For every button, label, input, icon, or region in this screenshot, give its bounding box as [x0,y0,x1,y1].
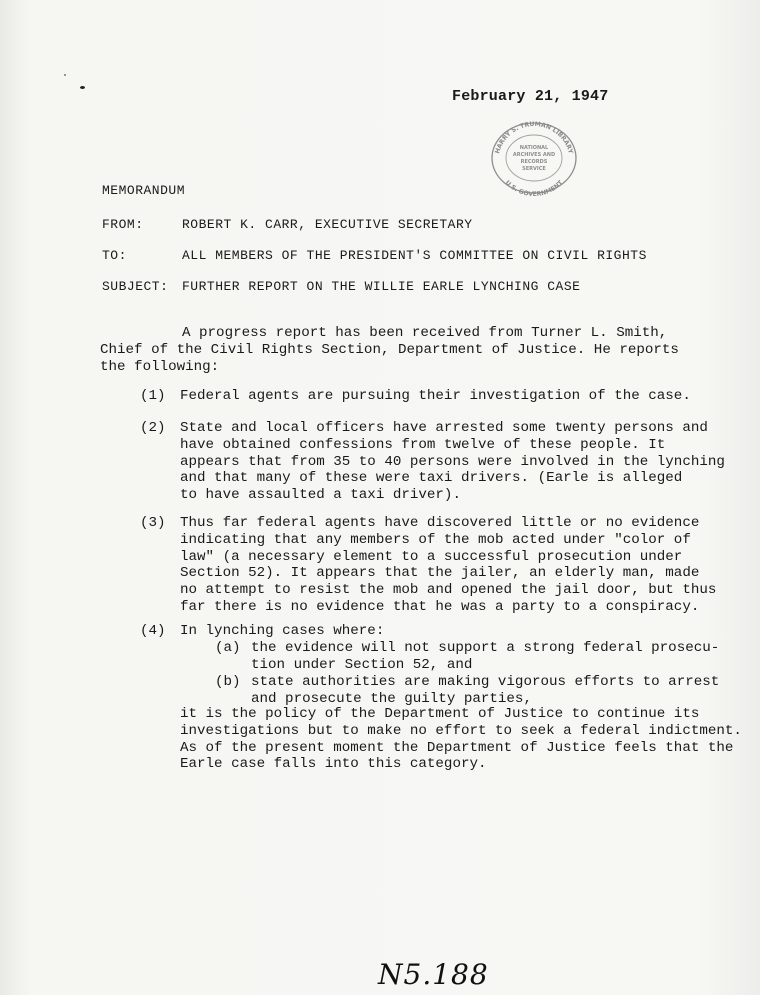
header-to [102,248,647,263]
item-line: In lynching cases where: [180,623,385,639]
item-line: indicating that any members of the mob acted under "color of [180,531,691,548]
item-4-closing [180,706,742,773]
to-value: ALL MEMBERS OF THE PRESIDENT'S COMMITTEE ON CIVIL RIGHTS [182,248,647,263]
subject-value: FURTHER REPORT ON THE WILLIE EARLE LYNCHING CASE [182,279,581,294]
sub-item-line: tion under Section 52, and [251,656,473,673]
memo-date: February 21, 1947 [452,88,609,105]
sub-item-letter: (b) [215,674,241,690]
item-number: (1) [140,388,166,404]
closing-line: it is the policy of the Department of Justice to continue its [180,706,700,722]
sub-item-line: the evidence will not support a strong federal prosecu- [251,640,720,656]
item-number: (3) [140,515,166,531]
stamp-inner-line: NATIONAL [519,145,549,151]
item-line: far there is no evidence that he was a party to a conspiracy. [180,598,700,615]
header-from [102,217,473,232]
item-line: no attempt to resist the mob and opened the jail door, but thus [180,582,717,599]
sub-item-line: and prosecute the guilty parties, [251,690,532,707]
header-subject [102,279,580,294]
item-line: Section 52). It appears that the jailer, an elderly man, made [180,565,700,582]
intro-line: the following: [100,358,220,375]
item-line: law" (a necessary element to a successful prosecution under [180,548,683,565]
item-line: Federal agents are pursuing their investigation of the case. [180,388,691,404]
stamp-inner-line: RECORDS [520,159,548,165]
closing-line: investigations but to make no effort to seek a federal indictment. [180,722,742,739]
handwritten-file-number: N5.188 [378,958,489,991]
from-label: FROM: [102,217,144,232]
stamp-inner-line: SERVICE [522,166,546,172]
to-label: TO: [102,248,127,263]
memo-title: MEMORANDUM [102,183,186,198]
intro-paragraph [100,325,679,375]
intro-line: A progress report has been received from Turner L. Smith, [182,325,668,341]
from-value: ROBERT K. CARR, EXECUTIVE SECRETARY [182,217,473,232]
stamp-text-bottom: U.S. GOVERNMENT [503,179,565,196]
item-line: appears that from 35 to 40 persons were involved in the lynching [180,453,725,470]
item-line: and that many of these were taxi drivers. (Earle is alleged [180,470,683,487]
item-line: have obtained confessions from twelve of these people. It [180,436,666,453]
item-line: Thus far federal agents have discovered little or no evidence [180,515,700,531]
stamp-inner-line: ARCHIVES AND [512,152,556,158]
scan-speck [64,74,66,76]
subject-label: SUBJECT: [102,279,169,294]
item-line: State and local officers have arrested some twenty persons and [180,420,708,436]
closing-line: Earle case falls into this category. [180,756,487,773]
scan-speck [80,86,85,89]
sub-item-line: state authorities are making vigorous efforts to arrest [251,674,720,690]
stamp-text-top: HARRY S. TRUMAN LIBRARY [494,120,574,155]
item-number: (2) [140,420,166,436]
sub-item-letter: (a) [215,640,241,656]
item-number: (4) [140,623,166,639]
item-line: to have assaulted a taxi driver). [180,487,461,504]
intro-line: Chief of the Civil Rights Section, Department of Justice. He reports [100,341,679,358]
archive-stamp-icon [484,118,584,196]
closing-line: As of the present moment the Department of Justice feels that the [180,739,734,756]
